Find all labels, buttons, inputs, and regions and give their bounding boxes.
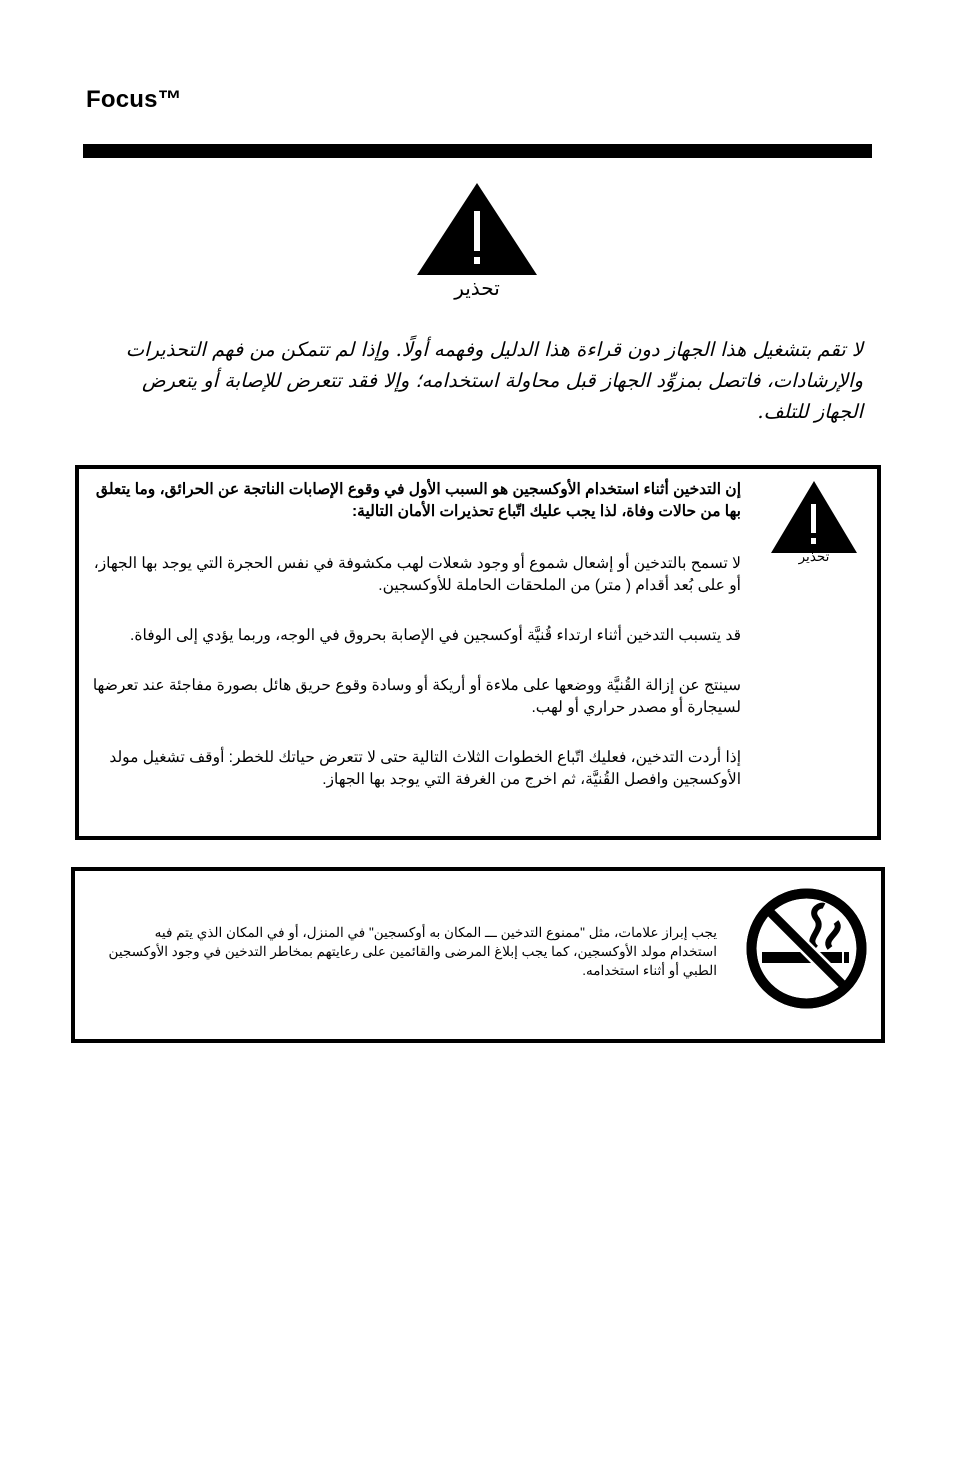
smoking-warning-box [75, 465, 881, 840]
smoking-warning-heading: إن التدخين أثناء استخدام الأوكسجين هو السبب الأول في وقوع الإصابات الناتجة عن الحرائق، وما يتعلق بها من حالات وفاة، لذا يجب عليك اتّباع تحذيرات الأمان التالية: [95, 481, 741, 520]
box-warning-label: تحذير [798, 549, 830, 564]
no-smoking-icon [744, 886, 869, 1011]
warning-item: سينتج عن إزالة القُنيَّة ووضعها على ملاءة أو أريكة أو وسادة وقوع حريق هائل بصورة مفاجئة عند تعرضها لسيجارة أو مصدر حراري أو لهب. [92, 677, 741, 716]
warning-item: لا تسمح بالتدخين أو إشعال شموع أو وجود شعلات لهب مكشوفة في نفس الحجرة التي يوجد بها الجهاز، أو على بُعد أقدام ( متر) من الملحقات الحاملة للأوكسجين. [93, 555, 741, 594]
warning-item: قد يتسبب التدخين أثناء ارتداء قُنيَّة أوكسجين في الإصابة بحروق في الوجه، وربما يؤدي إلى الوفاة. [130, 627, 741, 644]
no-smoking-text: يجب إبراز علامات، مثل "ممنوع التدخين ـــ المكان به أوكسجين" في المنزل، أو في المكان الذي يتم فيه استخدام مولد الأوكسجين، كما يجب إبلاغ المرضى والقائمين على رعايتهم بمخاطر التدخين في وجود الأوكسجين الطبي أو أثناء استخدامه. [108, 925, 717, 978]
warning-label: تحذير [454, 276, 500, 300]
warning-item: إذا أردت التدخين، فعليك اتّباع الخطوات الثلاث التالية حتى لا تتعرض حياتك للخطر: أوقف تشغيل مولد الأوكسجين وافصل القُنيَّة، ثم اخرج من الغرفة التي يوجد بها الجهاز. [109, 749, 741, 788]
smoking-warning-text [89, 479, 741, 791]
no-smoking-box [71, 867, 885, 1043]
page-title: Focus™ [86, 86, 182, 113]
intro-warning-text: لا تقم بتشغيل هذا الجهاز دون قراءة هذا الدليل وفهمه أولًا. وإذا لم تتمكن من فهم التحذيرات والإرشادات، فاتصل بمزوِّد الجهاز قبل محاولة استخدامه؛ وإلا فقد تتعرض للإصابة أو يتعرض الجهاز للتلف. [125, 338, 863, 423]
header-divider [83, 144, 872, 158]
